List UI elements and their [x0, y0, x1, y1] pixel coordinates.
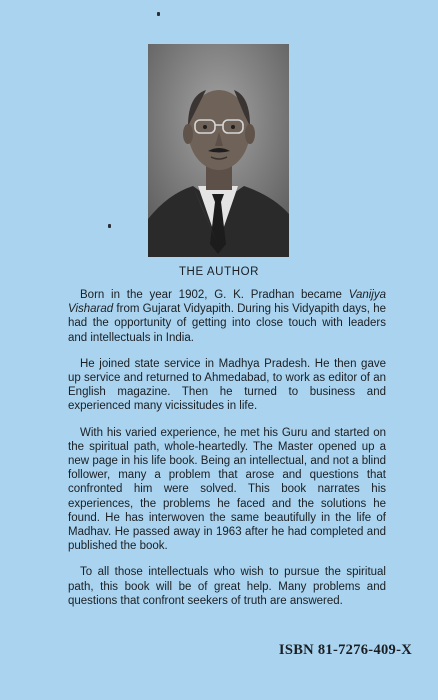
- author-bio: [68, 288, 386, 620]
- isbn-number: ISBN 81-7276-409-X: [278, 642, 412, 658]
- author-photo: [148, 44, 289, 257]
- print-speck: [157, 12, 160, 16]
- bio-paragraph-4: To all those intellectuals who wish to pursue the spiritual path, this book will be of great help. Many problems and questions that confront seekers of truth are answered.: [68, 566, 386, 607]
- print-speck: [108, 224, 111, 228]
- bio-paragraph-2: He joined state service in Madhya Pradesh. He then gave up service and returned to Ahmedabad, to work as editor of an English magazine. Then he turned to business and experienced many vicissitudes in life.: [68, 357, 386, 413]
- degree-name: Vanijya Visharad: [68, 289, 386, 316]
- bio-paragraph-1: Born in the year 1902, G. K. Pradhan became Vanijya Visharad from Gujarat Vidyapith. During his Vidyapith days, he had the opportunity of getting into close touch with leaders and intellectuals in India.: [68, 289, 386, 344]
- bio-paragraph-3: With his varied experience, he met his Guru and started on the spiritual path, whole-heartedly. The Master opened up a new page in his life book. Being an intellectual, and not a blind follower, many a problem that arose and questions that confronted him were solved. This book narrates his experiences, the problems he faced and the solutions he found. He has interwoven the same beautifully in the life of Madhav. He passed away in 1963 after he had completed and published the book.: [68, 426, 386, 553]
- section-heading: THE AUTHOR: [178, 266, 260, 278]
